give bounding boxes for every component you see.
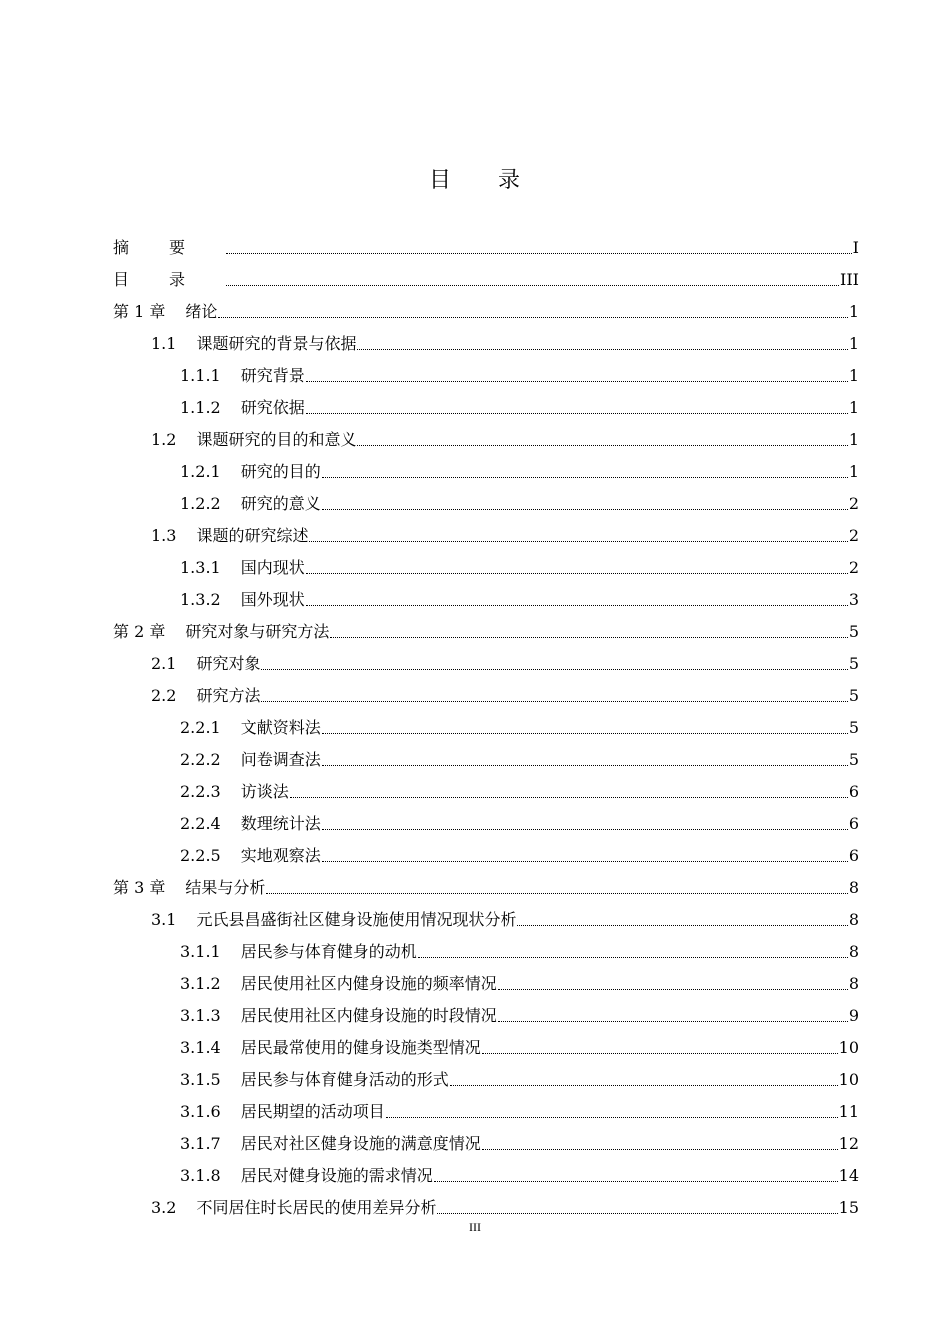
toc-entry-page: 2 <box>848 494 859 513</box>
toc-entry[interactable] <box>113 840 859 872</box>
toc-entry-number: 3.1.7 <box>180 1134 221 1153</box>
toc-entry-page: 8 <box>848 942 859 961</box>
toc-entry-page: 6 <box>848 782 859 801</box>
toc-dot-leader <box>306 573 848 574</box>
toc-entry[interactable] <box>113 520 859 552</box>
toc-entry-number: 3.1.5 <box>180 1070 221 1089</box>
toc-dot-leader <box>226 253 852 254</box>
toc-entry-title: 居民参与体育健身活动的形式 <box>240 1070 449 1089</box>
toc-entry-number: 1.1.1 <box>180 366 221 385</box>
toc-entry-page: 5 <box>848 654 859 673</box>
toc-dot-leader <box>261 669 847 670</box>
toc-entry-title: 国外现状 <box>240 590 305 609</box>
toc-entry-number: 3.1.1 <box>180 942 221 961</box>
toc-entry-number: 2.2.4 <box>180 814 221 833</box>
toc-dot-leader <box>322 765 848 766</box>
toc-dot-leader <box>306 605 848 606</box>
toc-entry[interactable] <box>113 264 859 296</box>
toc-entry[interactable] <box>113 904 859 936</box>
toc-entry-number: 1.3 <box>151 526 177 545</box>
toc-entry-page: 1 <box>848 302 859 321</box>
toc-entry-title: 研究背景 <box>240 366 305 385</box>
toc-entry[interactable] <box>113 1032 859 1064</box>
toc-dot-leader <box>322 829 848 830</box>
toc-entry-number: 第 1 章 <box>113 302 166 321</box>
toc-entry-title: 绪论 <box>185 302 218 321</box>
toc-entry-title: 居民对社区健身设施的满意度情况 <box>240 1134 481 1153</box>
toc-entry[interactable] <box>113 968 859 1000</box>
toc-entry-title: 研究对象与研究方法 <box>185 622 330 641</box>
toc-entry-number: 第 3 章 <box>113 878 166 897</box>
toc-entry-title: 国内现状 <box>240 558 305 577</box>
toc-entry[interactable] <box>113 1064 859 1096</box>
toc-entry-number: 3.1.3 <box>180 1006 221 1025</box>
toc-entry[interactable] <box>113 392 859 424</box>
toc-entry-title: 文献资料法 <box>240 718 321 737</box>
toc-entry-number: 3.2 <box>151 1198 177 1217</box>
toc-entry-title: 访谈法 <box>240 782 289 801</box>
toc-entry[interactable] <box>113 1000 859 1032</box>
toc-entry[interactable] <box>113 296 859 328</box>
toc-entry-number: 1.2.1 <box>180 462 221 481</box>
toc-entry-page: 1 <box>848 462 859 481</box>
toc-entry-page: 14 <box>838 1166 859 1185</box>
toc-entry-title: 居民使用社区内健身设施的时段情况 <box>240 1006 497 1025</box>
toc-entry-title: 研究的意义 <box>240 494 321 513</box>
toc-dot-leader <box>306 381 848 382</box>
toc-entry[interactable] <box>113 360 859 392</box>
toc-entry[interactable] <box>113 936 859 968</box>
toc-entry-title: 研究方法 <box>196 686 261 705</box>
toc-dot-leader <box>482 1149 838 1150</box>
toc-entry[interactable] <box>113 232 859 264</box>
toc-entry-number: 1.2 <box>151 430 177 449</box>
toc-entry-title: 目录 <box>113 270 226 289</box>
toc-dot-leader <box>309 541 847 542</box>
toc-entry[interactable] <box>113 424 859 456</box>
title-char-1: 目 <box>428 168 452 193</box>
toc-dot-leader <box>357 349 847 350</box>
toc-entry-number: 1.1 <box>151 334 177 353</box>
toc-dot-leader <box>482 1053 838 1054</box>
page-title <box>0 166 950 196</box>
toc-dot-leader <box>322 509 848 510</box>
toc-entry-page: 5 <box>848 718 859 737</box>
toc-entry-page: 1 <box>848 334 859 353</box>
toc-entry-title: 实地观察法 <box>240 846 321 865</box>
toc-entry-page: 2 <box>848 526 859 545</box>
toc-entry[interactable] <box>113 744 859 776</box>
toc-dot-leader <box>266 893 847 894</box>
toc-dot-leader <box>218 317 847 318</box>
toc-entry[interactable] <box>113 712 859 744</box>
toc-entry-number: 2.2.1 <box>180 718 221 737</box>
toc-entry[interactable] <box>113 584 859 616</box>
toc-entry-page: 8 <box>848 974 859 993</box>
toc-dot-leader <box>261 701 847 702</box>
toc-entry-page: 6 <box>848 814 859 833</box>
toc-entry-page: III <box>840 270 859 289</box>
toc-entry[interactable] <box>113 1096 859 1128</box>
toc-entry-title: 研究依据 <box>240 398 305 417</box>
table-of-contents <box>113 232 859 1224</box>
toc-entry-page: 1 <box>848 398 859 417</box>
toc-dot-leader <box>322 477 848 478</box>
toc-entry-page: 10 <box>838 1038 859 1057</box>
toc-entry[interactable] <box>113 616 859 648</box>
toc-entry-title: 摘要 <box>113 238 226 257</box>
toc-entry[interactable] <box>113 456 859 488</box>
toc-dot-leader <box>437 1213 837 1214</box>
toc-entry[interactable] <box>113 680 859 712</box>
toc-entry[interactable] <box>113 1128 859 1160</box>
toc-entry-page: 3 <box>848 590 859 609</box>
toc-entry[interactable] <box>113 552 859 584</box>
toc-entry[interactable] <box>113 1160 859 1192</box>
toc-entry-page: 15 <box>838 1198 859 1217</box>
toc-entry[interactable] <box>113 488 859 520</box>
toc-entry-page: 8 <box>848 910 859 929</box>
toc-entry-title: 居民对健身设施的需求情况 <box>240 1166 433 1185</box>
toc-entry[interactable] <box>113 808 859 840</box>
toc-entry-page: 12 <box>838 1134 859 1153</box>
toc-entry-title: 课题研究的目的和意义 <box>196 430 357 449</box>
toc-dot-leader <box>498 989 848 990</box>
toc-entry[interactable] <box>113 648 859 680</box>
toc-entry-number: 3.1.4 <box>180 1038 221 1057</box>
toc-dot-leader <box>498 1021 848 1022</box>
toc-dot-leader <box>434 1181 838 1182</box>
toc-entry-number: 3.1.6 <box>180 1102 221 1121</box>
toc-entry-page: 2 <box>848 558 859 577</box>
toc-entry-number: 2.2.3 <box>180 782 221 801</box>
toc-dot-leader <box>290 797 848 798</box>
page-number: III <box>469 1220 481 1234</box>
toc-entry-number: 2.1 <box>151 654 177 673</box>
toc-entry-number: 第 2 章 <box>113 622 166 641</box>
toc-dot-leader <box>322 861 848 862</box>
toc-entry[interactable] <box>113 328 859 360</box>
toc-entry-title: 研究对象 <box>196 654 261 673</box>
toc-entry-number: 2.2.2 <box>180 750 221 769</box>
toc-dot-leader <box>357 445 847 446</box>
toc-entry-title: 元氏县昌盛街社区健身设施使用情况现状分析 <box>196 910 517 929</box>
toc-entry-page: 10 <box>838 1070 859 1089</box>
toc-entry-number: 1.3.1 <box>180 558 221 577</box>
toc-entry-title: 课题的研究综述 <box>196 526 309 545</box>
toc-entry-page: 11 <box>838 1102 859 1121</box>
toc-entry-title: 结果与分析 <box>185 878 266 897</box>
toc-dot-leader <box>330 637 847 638</box>
toc-entry-page: I <box>852 238 859 257</box>
toc-entry-number: 3.1.8 <box>180 1166 221 1185</box>
toc-dot-leader <box>226 285 839 286</box>
toc-entry-page: 9 <box>848 1006 859 1025</box>
toc-entry-page: 5 <box>848 750 859 769</box>
toc-dot-leader <box>386 1117 838 1118</box>
toc-dot-leader <box>517 925 847 926</box>
toc-entry-number: 1.1.2 <box>180 398 221 417</box>
toc-entry-title: 课题研究的背景与依据 <box>196 334 357 353</box>
toc-dot-leader <box>450 1085 838 1086</box>
toc-entry-title: 研究的目的 <box>240 462 321 481</box>
toc-entry[interactable] <box>113 872 859 904</box>
toc-entry-number: 3.1.2 <box>180 974 221 993</box>
toc-dot-leader <box>306 413 848 414</box>
toc-entry-number: 2.2.5 <box>180 846 221 865</box>
toc-entry-title: 居民参与体育健身的动机 <box>240 942 417 961</box>
toc-entry-number: 1.2.2 <box>180 494 221 513</box>
toc-entry-number: 1.3.2 <box>180 590 221 609</box>
toc-entry-title: 居民期望的活动项目 <box>240 1102 385 1121</box>
toc-entry-number: 2.2 <box>151 686 177 705</box>
toc-entry[interactable] <box>113 776 859 808</box>
toc-dot-leader <box>418 957 848 958</box>
toc-entry-page: 8 <box>848 878 859 897</box>
toc-entry-page: 5 <box>848 622 859 641</box>
toc-entry-page: 1 <box>848 366 859 385</box>
toc-entry-page: 6 <box>848 846 859 865</box>
toc-entry-page: 5 <box>848 686 859 705</box>
title-char-2: 录 <box>498 168 522 193</box>
toc-entry-page: 1 <box>848 430 859 449</box>
toc-entry-title: 数理统计法 <box>240 814 321 833</box>
toc-entry-title: 问卷调查法 <box>240 750 321 769</box>
toc-entry-title: 居民使用社区内健身设施的频率情况 <box>240 974 497 993</box>
toc-entry-title: 居民最常使用的健身设施类型情况 <box>240 1038 481 1057</box>
toc-dot-leader <box>322 733 848 734</box>
toc-entry-title: 不同居住时长居民的使用差异分析 <box>196 1198 437 1217</box>
toc-entry-number: 3.1 <box>151 910 177 929</box>
